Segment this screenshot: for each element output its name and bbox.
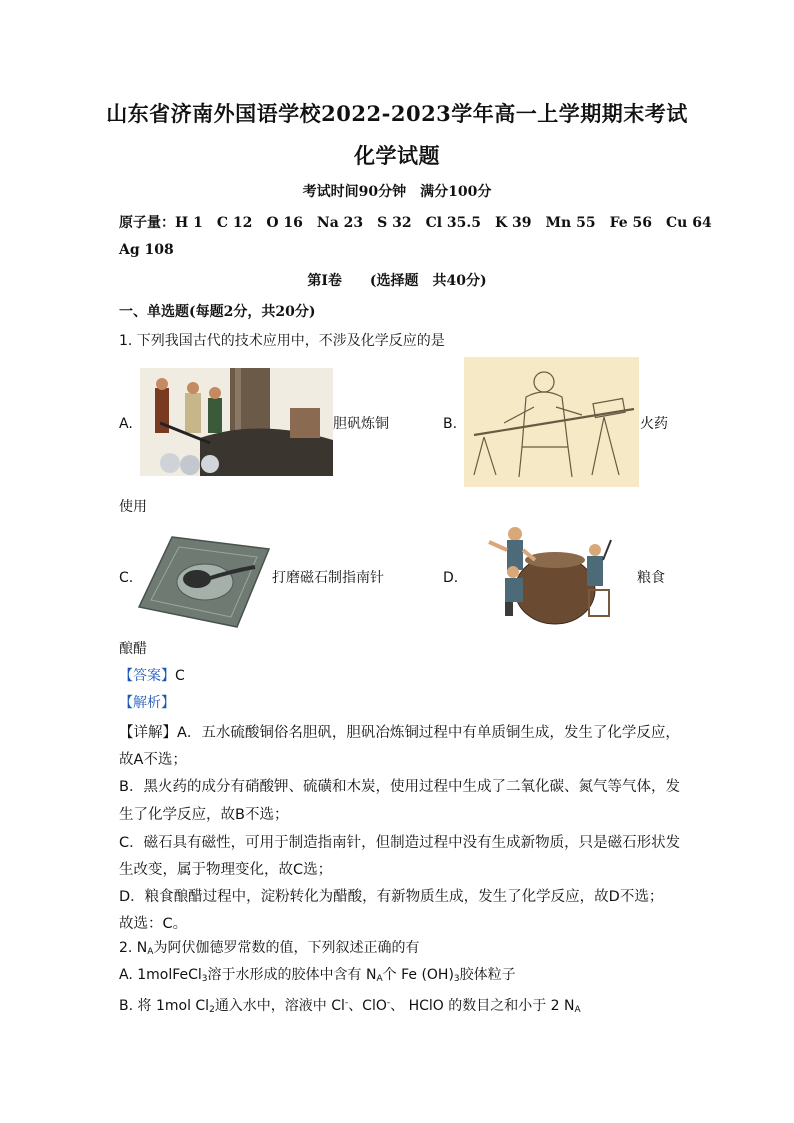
question-2-option-b: B. 将 1mol $Cl_2$通入水中，溶液中 Cl-、ClO-、 HClO 的数目之和小于 2 $N_A$ — [119, 998, 581, 1015]
option-b-continuation: 使用 — [119, 499, 147, 515]
option-b-letter: B. — [443, 416, 458, 432]
vinegar-brewing-image — [485, 520, 617, 630]
option-a-text: 胆矾炼铜 — [333, 416, 389, 432]
compass-spoon-illustration-icon — [137, 527, 272, 630]
question-1-stem: 1. 下列我国古代的技术应用中，不涉及化学反应的是 — [119, 333, 445, 349]
detail-line: 生了化学反应，故B不选； — [119, 807, 289, 823]
detail-line: 故选：C。 — [119, 916, 188, 932]
option-d-text: 粮食 — [637, 570, 665, 586]
detail-line: B．黑火药的成分有硝酸钾、硫磺和木炭，使用过程中生成了二氧化碳、氮气等气体，发 — [119, 779, 680, 795]
answer-value: C — [175, 668, 185, 684]
part-one-heading: 一、单选题(每题2分，共20分) — [119, 304, 316, 320]
vinegar-brewing-illustration-icon — [485, 520, 617, 630]
compass-image — [137, 527, 272, 630]
question-2-stem: 2. $N_A$为阿伏伽德罗常数的值，下列叙述正确的有 — [119, 940, 420, 957]
document-subtitle: 化学试题 — [354, 143, 440, 168]
option-d-continuation: 酿醋 — [119, 641, 147, 657]
option-c-letter: C. — [119, 570, 134, 586]
gunpowder-image — [464, 357, 639, 487]
detail-line: 生改变，属于物理变化，故C选； — [119, 862, 333, 878]
question-2-option-a: A. 1molFeCl$_3$溶于水形成的胶体中含有 $N_A$个 Fe $(OH)_3$胶体粒子 — [119, 967, 516, 984]
detail-line: C．磁石具有磁性，可用于制造指南针，但制造过程中没有生成新物质，只是磁石形状发 — [119, 835, 681, 851]
option-d-letter: D. — [443, 570, 459, 586]
option-a-letter: A. — [119, 416, 133, 432]
answer-tag: 【答案】 — [119, 668, 175, 684]
gunpowder-cannon-illustration-icon — [464, 357, 639, 487]
atomic-mass-line-2: Ag 108 — [119, 242, 174, 258]
section-title: 第Ⅰ卷 (选择题 共40分) — [307, 273, 487, 289]
analysis-tag-line — [119, 693, 175, 713]
document-title: 山东省济南外国语学校2022-2023学年高一上学期期末考试 — [106, 101, 688, 126]
detail-line: 【详解】A．五水硫酸铜俗名胆矾，胆矾冶炼铜过程中有单质铜生成，发生了化学反应， — [119, 725, 680, 741]
option-b-text: 火药 — [640, 416, 668, 432]
detail-line: D．粮食酿醋过程中，淀粉转化为醋酸，有新物质生成，发生了化学反应，故D不选； — [119, 889, 664, 905]
option-c-text: 打磨磁石制指南针 — [272, 570, 384, 586]
exam-info: 考试时间90分钟 满分100分 — [302, 184, 492, 200]
copper-smelting-image — [140, 368, 333, 476]
copper-smelting-illustration-icon — [140, 368, 333, 476]
analysis-tag: 【解析】 — [119, 695, 175, 711]
atomic-mass-line-1: 原子量：H 1 C 12 O 16 Na 23 S 32 Cl 35.5 K 39 Mn 55 Fe 56 Cu 64 — [119, 215, 712, 231]
answer-line — [119, 666, 185, 686]
detail-line: 故A不选； — [119, 752, 187, 768]
